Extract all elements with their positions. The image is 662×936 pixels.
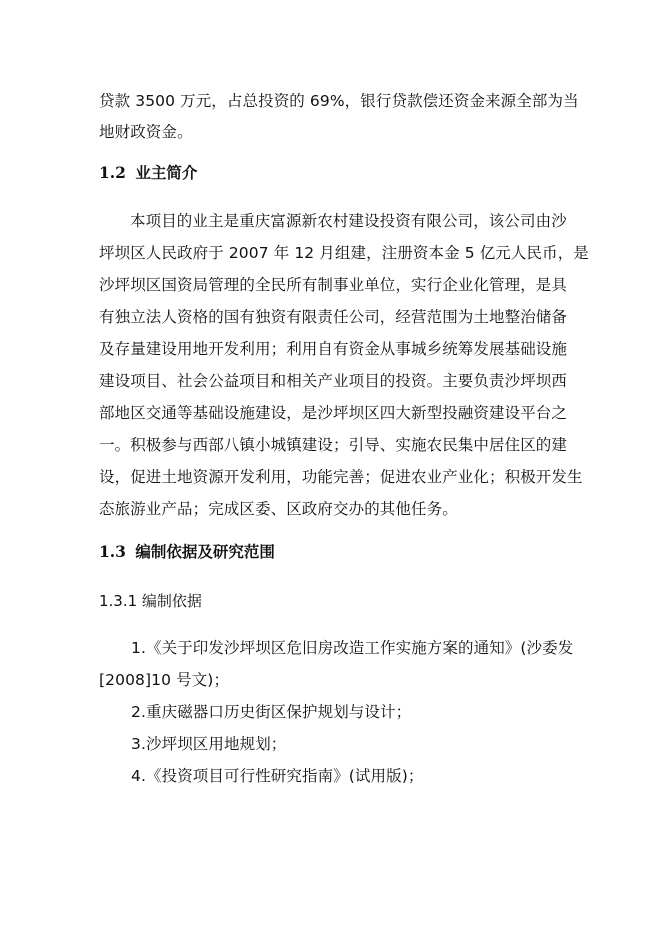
paragraph-line: 及存量建设用地开发利用；利用自有资金从事城乡统筹发展基础设施 — [99, 340, 568, 358]
paragraph-line: 本项目的业主是重庆富源新农村建设投资有限公司，该公司由沙 — [130, 212, 567, 230]
paragraph-line: 一。积极参与西部八镇小城镇建设；引导、实施农民集中居住区的建 — [99, 436, 568, 454]
intro-line-1: 贷款 3500 万元，占总投资的 69%，银行贷款偿还资金来源全部为当 — [99, 92, 579, 110]
intro-line-2: 地财政资金。 — [99, 123, 193, 141]
paragraph-line: 设，促进土地资源开发利用，功能完善；促进农业产业化；积极开发生 — [99, 468, 583, 486]
list-item: 3.沙坪坝区用地规划； — [131, 735, 287, 753]
list-item: 4.《投资项目可行性研究指南》(试用版)； — [131, 767, 424, 785]
subsection-heading-1-3-1: 1.3.1 编制依据 — [99, 592, 202, 610]
paragraph-line: 部地区交通等基础设施建设，是沙坪坝区四大新型投融资建设平台之 — [99, 404, 568, 422]
section-number: 1.3 — [99, 542, 126, 561]
paragraph-line: 态旅游业产品；完成区委、区政府交办的其他任务。 — [99, 500, 458, 518]
list-item-continuation: [2008]10 号文)； — [99, 671, 230, 689]
section-title: 编制依据及研究范围 — [135, 542, 275, 561]
section-number: 1.2 — [99, 163, 126, 182]
paragraph-line: 坪坝区人民政府于 2007 年 12 月组建，注册资本金 5 亿元人民币，是 — [99, 244, 589, 262]
section-heading-1-2 — [99, 163, 197, 183]
list-item: 1.《关于印发沙坪坝区危旧房改造工作实施方案的通知》(沙委发 — [131, 639, 574, 657]
section-title: 业主简介 — [135, 163, 198, 182]
paragraph-line: 有独立法人资格的国有独资有限责任公司，经营范围为土地整治储备 — [99, 308, 568, 326]
section-heading-1-3 — [99, 542, 275, 562]
list-item: 2.重庆磁器口历史街区保护规划与设计； — [131, 703, 412, 721]
paragraph-line: 沙坪坝区国资局管理的全民所有制事业单位，实行企业化管理，是具 — [99, 276, 568, 294]
paragraph-line: 建设项目、社会公益项目和相关产业项目的投资。主要负责沙坪坝西 — [99, 372, 568, 390]
